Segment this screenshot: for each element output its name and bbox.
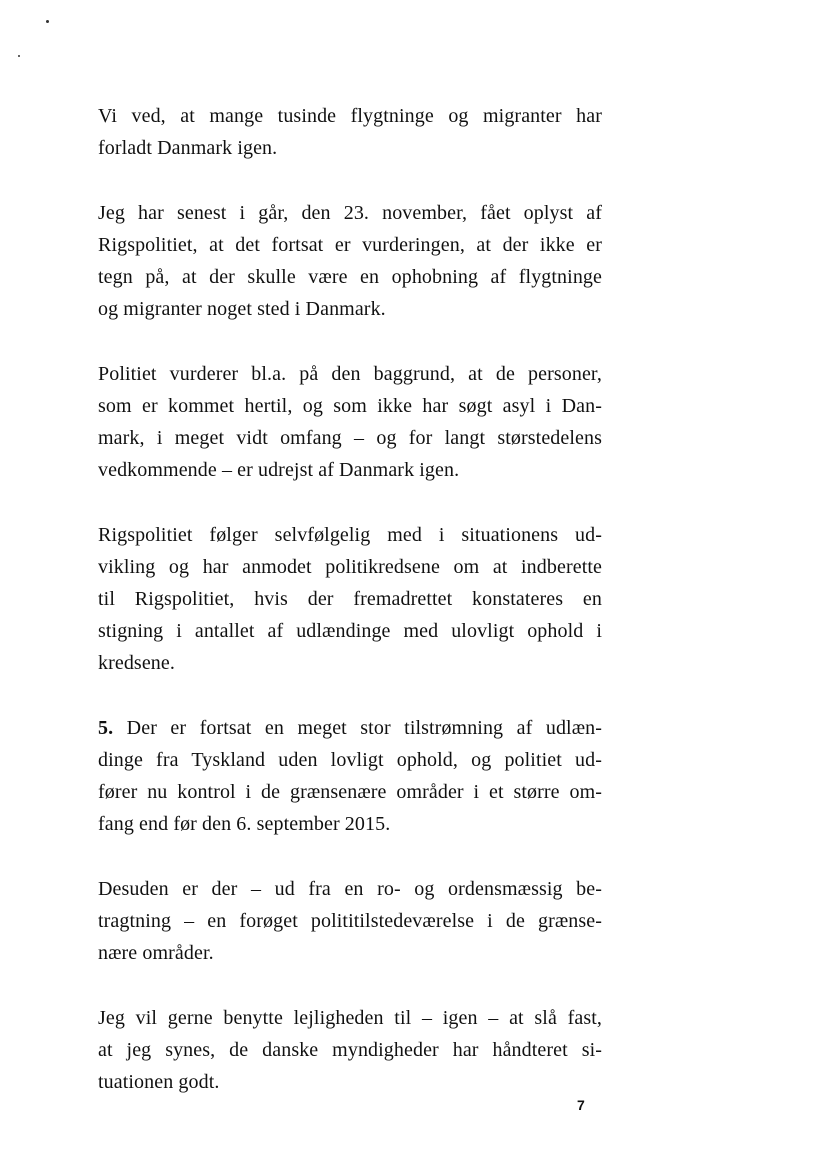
text-line: tragtning – en forøget polititilstedeværelse i de grænse- <box>98 910 602 932</box>
text-line: mark, i meget vidt omfang – og for langt størstedelens <box>98 427 602 449</box>
text-line: til Rigspolitiet, hvis der fremadrettet konstateres en <box>98 588 602 610</box>
section-number: 5. <box>98 717 114 739</box>
text-line: vedkommende – er udrejst af Danmark igen. <box>98 459 460 481</box>
paragraph-5 <box>98 712 602 840</box>
text-line: Rigspolitiet følger selvfølgelig med i situationens ud- <box>98 524 602 546</box>
text-line: Vi ved, at mange tusinde flygtninge og migranter har <box>98 105 602 127</box>
text-line: kredsene. <box>98 652 175 674</box>
text-line: tuationen godt. <box>98 1071 220 1093</box>
body-text <box>98 100 602 1098</box>
paragraph-7 <box>98 1002 602 1098</box>
paragraph-6 <box>98 873 602 969</box>
paragraph-3 <box>98 358 602 486</box>
text-line: tegn på, at der skulle være en ophobning af flygtninge <box>98 266 602 288</box>
text-fragment: Der er fortsat en meget stor tilstrømning af udlæn- <box>113 717 602 739</box>
text-line: nære områder. <box>98 942 214 964</box>
page-number: 7 <box>577 1097 585 1113</box>
text-line: at jeg synes, de danske myndigheder har håndteret si- <box>98 1039 602 1061</box>
paragraph-2 <box>98 197 602 325</box>
text-line: som er kommet hertil, og som ikke har søgt asyl i Dan- <box>98 395 602 417</box>
text-line: Desuden er der – ud fra en ro- og ordensmæssig be- <box>98 878 602 900</box>
text-line: Rigspolitiet, at det fortsat er vurderingen, at der ikke er <box>98 234 602 256</box>
paragraph-1 <box>98 100 602 164</box>
text-line: dinge fra Tyskland uden lovligt ophold, og politiet ud- <box>98 749 602 771</box>
text-line: vikling og har anmodet politikredsene om at indberette <box>98 556 602 578</box>
scan-speck <box>46 20 49 23</box>
text-line: Jeg vil gerne benytte lejligheden til – igen – at slå fast, <box>98 1007 602 1029</box>
text-line: Politiet vurderer bl.a. på den baggrund, at de personer, <box>98 363 602 385</box>
text-line: Jeg har senest i går, den 23. november, fået oplyst af <box>98 202 602 224</box>
text-line: fang end før den 6. september 2015. <box>98 813 391 835</box>
text-line: stigning i antallet af udlændinge med ulovligt ophold i <box>98 620 602 642</box>
text-line: og migranter noget sted i Danmark. <box>98 298 386 320</box>
paragraph-4 <box>98 519 602 679</box>
text-line: fører nu kontrol i de grænsenære områder i et større om- <box>98 781 602 803</box>
scan-speck <box>18 55 20 57</box>
text-line <box>98 712 602 744</box>
text-line: forladt Danmark igen. <box>98 137 278 159</box>
